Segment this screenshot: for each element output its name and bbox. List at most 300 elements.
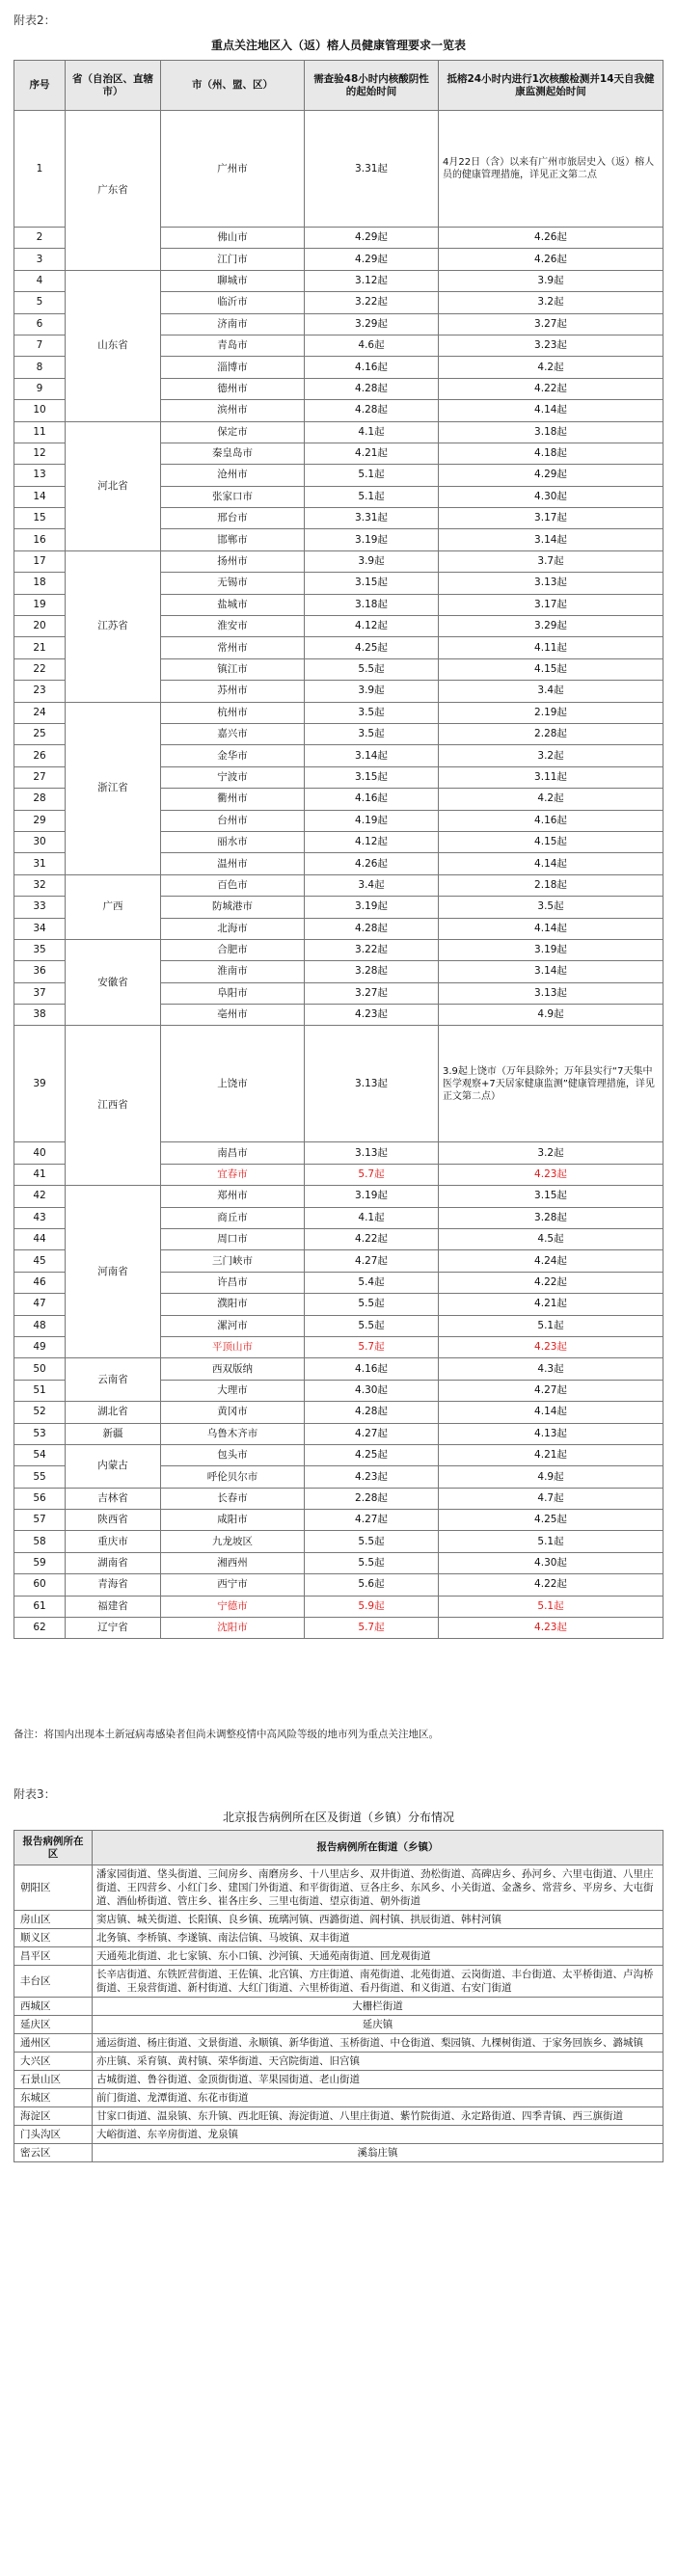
check-24h-cell: 3.18起 — [439, 421, 663, 443]
nucleic-48h-cell: 4.1起 — [305, 1207, 439, 1228]
city-cell: 聊城市 — [161, 270, 305, 291]
city-cell: 合肥市 — [161, 939, 305, 960]
row-number: 48 — [14, 1315, 66, 1336]
table-row — [14, 1618, 663, 1639]
streets-cell: 潘家园街道、垡头街道、三间房乡、南磨房乡、十八里店乡、双井街道、劲松街道、高碑店乡、孙河乡、六里屯街道、八里庄街道、王四营乡、小红门乡、建国门外街道、和平街街道、豆各庄乡、东风乡、小关街道、金盏乡、常营乡、平房乡、大屯街道、酒仙桥街道、管庄乡、崔各庄乡、三里屯街道、望京街道、朝外街道 — [93, 1865, 663, 1911]
district-cell: 顺义区 — [14, 1929, 93, 1947]
city-cell: 黄冈市 — [161, 1402, 305, 1423]
nucleic-48h-cell: 4.19起 — [305, 810, 439, 831]
city-cell: 平顶山市 — [161, 1336, 305, 1357]
row-number: 34 — [14, 918, 66, 939]
nucleic-48h-cell: 3.5起 — [305, 702, 439, 723]
row-number: 53 — [14, 1423, 66, 1444]
table-row — [14, 1947, 663, 1966]
city-cell: 金华市 — [161, 745, 305, 766]
table-row — [14, 1552, 663, 1573]
row-number: 18 — [14, 573, 66, 594]
row-number: 8 — [14, 357, 66, 378]
city-cell: 许昌市 — [161, 1272, 305, 1293]
province-cell: 河南省 — [66, 1186, 161, 1358]
check-24h-cell: 3.4起 — [439, 681, 663, 702]
nucleic-48h-cell: 5.9起 — [305, 1596, 439, 1617]
row-number: 50 — [14, 1358, 66, 1380]
check-24h-cell: 4.14起 — [439, 853, 663, 874]
check-24h-cell: 3.9起上饶市（万年县除外；万年县实行“7天集中医学观察+7天居家健康监测”健康管理措施，详见正文第二点） — [439, 1026, 663, 1142]
check-24h-cell: 3.17起 — [439, 594, 663, 615]
nucleic-48h-cell: 3.19起 — [305, 529, 439, 550]
nucleic-48h-cell: 5.5起 — [305, 1552, 439, 1573]
table-row — [14, 1026, 663, 1142]
city-cell: 阜阳市 — [161, 982, 305, 1004]
row-number: 28 — [14, 789, 66, 810]
nucleic-48h-cell: 4.25起 — [305, 1444, 439, 1465]
check-24h-cell: 4.23起 — [439, 1618, 663, 1639]
nucleic-48h-cell: 4.12起 — [305, 831, 439, 852]
nucleic-48h-cell: 3.5起 — [305, 723, 439, 744]
city-cell: 南昌市 — [161, 1142, 305, 1164]
row-number: 22 — [14, 658, 66, 680]
check-24h-cell: 3.29起 — [439, 616, 663, 637]
nucleic-48h-cell: 3.13起 — [305, 1026, 439, 1142]
city-cell: 青岛市 — [161, 335, 305, 356]
city-cell: 温州市 — [161, 853, 305, 874]
nucleic-48h-cell: 5.7起 — [305, 1164, 439, 1185]
district-cell: 大兴区 — [14, 2053, 93, 2071]
province-cell: 江西省 — [66, 1026, 161, 1186]
city-cell: 防城港市 — [161, 897, 305, 918]
city-cell: 江门市 — [161, 249, 305, 270]
row-number: 59 — [14, 1552, 66, 1573]
check-24h-cell: 3.11起 — [439, 766, 663, 788]
city-cell: 西双版纳 — [161, 1358, 305, 1380]
check-24h-cell: 4.2起 — [439, 789, 663, 810]
row-number: 32 — [14, 874, 66, 896]
row-number: 25 — [14, 723, 66, 744]
city-cell: 淄博市 — [161, 357, 305, 378]
table-row — [14, 1510, 663, 1531]
check-24h-cell: 4.30起 — [439, 1552, 663, 1573]
nucleic-48h-cell: 4.22起 — [305, 1229, 439, 1250]
province-cell: 新疆 — [66, 1423, 161, 1444]
check-24h-cell: 4.24起 — [439, 1250, 663, 1272]
nucleic-48h-cell: 3.22起 — [305, 939, 439, 960]
table-row — [14, 2016, 663, 2034]
col-header-no: 序号 — [14, 61, 66, 111]
nucleic-48h-cell: 5.5起 — [305, 1294, 439, 1315]
row-number: 17 — [14, 550, 66, 572]
check-24h-cell: 4.15起 — [439, 831, 663, 852]
col-header-district: 报告病例所在区 — [14, 1831, 93, 1865]
check-24h-cell: 4.15起 — [439, 658, 663, 680]
check-24h-cell: 5.1起 — [439, 1531, 663, 1552]
col-header-streets: 报告病例所在街道（乡镇） — [93, 1831, 663, 1865]
row-number: 46 — [14, 1272, 66, 1293]
nucleic-48h-cell: 4.21起 — [305, 443, 439, 464]
district-cell: 东城区 — [14, 2089, 93, 2107]
province-cell: 陕西省 — [66, 1510, 161, 1531]
streets-cell: 天通苑北街道、北七家镇、东小口镇、沙河镇、天通苑南街道、回龙观街道 — [93, 1947, 663, 1966]
province-cell: 湖北省 — [66, 1402, 161, 1423]
district-cell: 昌平区 — [14, 1947, 93, 1966]
row-number: 33 — [14, 897, 66, 918]
streets-cell: 亦庄镇、采育镇、黄村镇、荣华街道、天宫院街道、旧宫镇 — [93, 2053, 663, 2071]
nucleic-48h-cell: 3.9起 — [305, 681, 439, 702]
table-row — [14, 2144, 663, 2162]
city-cell: 杭州市 — [161, 702, 305, 723]
city-cell: 亳州市 — [161, 1005, 305, 1026]
table-row — [14, 1998, 663, 2016]
row-number: 14 — [14, 486, 66, 507]
check-24h-cell: 3.2起 — [439, 292, 663, 313]
city-cell: 滨州市 — [161, 400, 305, 421]
table-row — [14, 1444, 663, 1465]
check-24h-cell: 3.2起 — [439, 745, 663, 766]
province-cell: 广东省 — [66, 111, 161, 271]
city-cell: 北海市 — [161, 918, 305, 939]
check-24h-cell: 4.26起 — [439, 228, 663, 249]
row-number: 41 — [14, 1164, 66, 1185]
city-cell: 扬州市 — [161, 550, 305, 572]
check-24h-cell: 4.25起 — [439, 1510, 663, 1531]
table-row — [14, 2089, 663, 2107]
city-cell: 大理市 — [161, 1380, 305, 1401]
table-row — [14, 111, 663, 228]
province-cell: 浙江省 — [66, 702, 161, 874]
check-24h-cell: 4.30起 — [439, 486, 663, 507]
city-cell: 乌鲁木齐市 — [161, 1423, 305, 1444]
table-row — [14, 1596, 663, 1617]
attachment-3-label: 附表3： — [14, 1787, 56, 1801]
table-row — [14, 1186, 663, 1207]
table-row — [14, 2053, 663, 2071]
nucleic-48h-cell: 3.4起 — [305, 874, 439, 896]
city-cell: 九龙坡区 — [161, 1531, 305, 1552]
nucleic-48h-cell: 4.25起 — [305, 637, 439, 658]
row-number: 57 — [14, 1510, 66, 1531]
col-header-24h: 抵榕24小时内进行1次核酸检测并14天自我健康监测起始时间 — [439, 61, 663, 111]
row-number: 9 — [14, 378, 66, 399]
district-cell: 海淀区 — [14, 2107, 93, 2126]
table-row — [14, 2107, 663, 2126]
province-cell: 福建省 — [66, 1596, 161, 1617]
table-row — [14, 550, 663, 572]
district-cell: 通州区 — [14, 2034, 93, 2053]
city-cell: 台州市 — [161, 810, 305, 831]
city-cell: 盐城市 — [161, 594, 305, 615]
check-24h-cell: 3.14起 — [439, 529, 663, 550]
nucleic-48h-cell: 5.1起 — [305, 486, 439, 507]
row-number: 12 — [14, 443, 66, 464]
nucleic-48h-cell: 3.31起 — [305, 111, 439, 228]
check-24h-cell: 4.21起 — [439, 1444, 663, 1465]
table-3-title: 北京报告病例所在区及街道（乡镇）分布情况 — [222, 1811, 454, 1824]
nucleic-48h-cell: 3.31起 — [305, 508, 439, 529]
check-24h-cell: 4.2起 — [439, 357, 663, 378]
row-number: 2 — [14, 228, 66, 249]
check-24h-cell: 4.21起 — [439, 1294, 663, 1315]
nucleic-48h-cell: 5.7起 — [305, 1336, 439, 1357]
row-number: 58 — [14, 1531, 66, 1552]
nucleic-48h-cell: 4.28起 — [305, 400, 439, 421]
nucleic-48h-cell: 3.19起 — [305, 1186, 439, 1207]
nucleic-48h-cell: 4.16起 — [305, 1358, 439, 1380]
district-cell: 丰台区 — [14, 1966, 93, 1998]
nucleic-48h-cell: 3.19起 — [305, 897, 439, 918]
nucleic-48h-cell: 4.23起 — [305, 1466, 439, 1488]
row-number: 44 — [14, 1229, 66, 1250]
table-row — [14, 939, 663, 960]
nucleic-48h-cell: 5.7起 — [305, 1618, 439, 1639]
row-number: 19 — [14, 594, 66, 615]
city-cell: 镇江市 — [161, 658, 305, 680]
nucleic-48h-cell: 3.18起 — [305, 594, 439, 615]
district-cell: 门头沟区 — [14, 2126, 93, 2144]
check-24h-cell: 3.9起 — [439, 270, 663, 291]
city-cell: 沈阳市 — [161, 1618, 305, 1639]
row-number: 56 — [14, 1488, 66, 1509]
table-row — [14, 702, 663, 723]
row-number: 7 — [14, 335, 66, 356]
nucleic-48h-cell: 4.1起 — [305, 421, 439, 443]
check-24h-cell: 3.13起 — [439, 982, 663, 1004]
nucleic-48h-cell: 3.29起 — [305, 313, 439, 335]
city-cell: 邢台市 — [161, 508, 305, 529]
nucleic-48h-cell: 4.27起 — [305, 1423, 439, 1444]
check-24h-cell: 5.1起 — [439, 1315, 663, 1336]
province-cell: 江苏省 — [66, 550, 161, 702]
city-cell: 广州市 — [161, 111, 305, 228]
city-cell: 衢州市 — [161, 789, 305, 810]
table-row — [14, 1574, 663, 1596]
table-2-title: 重点关注地区入（返）榕人员健康管理要求一览表 — [210, 39, 466, 52]
row-number: 42 — [14, 1186, 66, 1207]
nucleic-48h-cell: 3.9起 — [305, 550, 439, 572]
row-number: 36 — [14, 961, 66, 982]
city-cell: 宜春市 — [161, 1164, 305, 1185]
district-cell: 朝阳区 — [14, 1865, 93, 1911]
streets-cell: 长辛店街道、东铁匠营街道、王佐镇、北宫镇、方庄街道、南苑街道、北苑街道、云岗街道、丰台街道、太平桥街道、卢沟桥街道、王泉营街道、新村街道、大红门街道、六里桥街道、看丹街道、和义街道、右安门街道 — [93, 1966, 663, 1998]
row-number: 37 — [14, 982, 66, 1004]
city-cell: 嘉兴市 — [161, 723, 305, 744]
row-number: 5 — [14, 292, 66, 313]
streets-cell: 大栅栏街道 — [93, 1998, 663, 2016]
row-number: 49 — [14, 1336, 66, 1357]
nucleic-48h-cell: 5.4起 — [305, 1272, 439, 1293]
row-number: 47 — [14, 1294, 66, 1315]
nucleic-48h-cell: 5.6起 — [305, 1574, 439, 1596]
check-24h-cell: 4.14起 — [439, 1402, 663, 1423]
check-24h-cell: 4.22起 — [439, 1574, 663, 1596]
check-24h-cell: 4.23起 — [439, 1336, 663, 1357]
city-cell: 宁波市 — [161, 766, 305, 788]
nucleic-48h-cell: 3.14起 — [305, 745, 439, 766]
table-row — [14, 874, 663, 896]
city-cell: 长春市 — [161, 1488, 305, 1509]
row-number: 40 — [14, 1142, 66, 1164]
row-number: 29 — [14, 810, 66, 831]
row-number: 16 — [14, 529, 66, 550]
check-24h-cell: 3.23起 — [439, 335, 663, 356]
nucleic-48h-cell: 4.27起 — [305, 1510, 439, 1531]
province-cell: 河北省 — [66, 421, 161, 550]
city-cell: 常州市 — [161, 637, 305, 658]
streets-cell: 古城街道、鲁谷街道、金顶街街道、苹果园街道、老山街道 — [93, 2071, 663, 2089]
city-cell: 淮南市 — [161, 961, 305, 982]
city-cell: 丽水市 — [161, 831, 305, 852]
row-number: 61 — [14, 1596, 66, 1617]
nucleic-48h-cell: 4.30起 — [305, 1380, 439, 1401]
table-row — [14, 2071, 663, 2089]
nucleic-48h-cell: 3.28起 — [305, 961, 439, 982]
check-24h-cell: 4.18起 — [439, 443, 663, 464]
table-note: 备注：将国内出现本土新冠病毒感染者但尚未调整疫情中高风险等级的地市列为重点关注地区。 — [14, 1729, 439, 1740]
row-number: 35 — [14, 939, 66, 960]
check-24h-cell: 5.1起 — [439, 1596, 663, 1617]
table-row — [14, 1358, 663, 1380]
city-cell: 咸阳市 — [161, 1510, 305, 1531]
nucleic-48h-cell: 4.16起 — [305, 789, 439, 810]
health-management-table — [14, 60, 663, 1639]
check-24h-cell: 4.5起 — [439, 1229, 663, 1250]
table-row — [14, 1488, 663, 1509]
row-number: 4 — [14, 270, 66, 291]
row-number: 10 — [14, 400, 66, 421]
row-number: 21 — [14, 637, 66, 658]
nucleic-48h-cell: 3.12起 — [305, 270, 439, 291]
nucleic-48h-cell: 5.5起 — [305, 1531, 439, 1552]
col-header-city: 市（州、盟、区） — [161, 61, 305, 111]
check-24h-cell: 3.28起 — [439, 1207, 663, 1228]
check-24h-cell: 4.16起 — [439, 810, 663, 831]
row-number: 45 — [14, 1250, 66, 1272]
nucleic-48h-cell: 3.15起 — [305, 766, 439, 788]
nucleic-48h-cell: 4.27起 — [305, 1250, 439, 1272]
row-number: 30 — [14, 831, 66, 852]
row-number: 6 — [14, 313, 66, 335]
row-number: 26 — [14, 745, 66, 766]
nucleic-48h-cell: 5.5起 — [305, 1315, 439, 1336]
row-number: 24 — [14, 702, 66, 723]
row-number: 43 — [14, 1207, 66, 1228]
city-cell: 湘西州 — [161, 1552, 305, 1573]
check-24h-cell: 3.5起 — [439, 897, 663, 918]
city-cell: 三门峡市 — [161, 1250, 305, 1272]
attachment-2-label: 附表2： — [14, 13, 56, 27]
check-24h-cell: 3.13起 — [439, 573, 663, 594]
check-24h-cell: 3.19起 — [439, 939, 663, 960]
nucleic-48h-cell: 3.13起 — [305, 1142, 439, 1164]
check-24h-cell: 3.17起 — [439, 508, 663, 529]
city-cell: 沧州市 — [161, 465, 305, 486]
row-number: 51 — [14, 1380, 66, 1401]
city-cell: 西宁市 — [161, 1574, 305, 1596]
city-cell: 张家口市 — [161, 486, 305, 507]
province-cell: 青海省 — [66, 1574, 161, 1596]
check-24h-cell: 3.27起 — [439, 313, 663, 335]
nucleic-48h-cell: 4.23起 — [305, 1005, 439, 1026]
streets-cell: 大峪街道、东辛房街道、龙泉镇 — [93, 2126, 663, 2144]
district-cell: 延庆区 — [14, 2016, 93, 2034]
nucleic-48h-cell: 2.28起 — [305, 1488, 439, 1509]
city-cell: 保定市 — [161, 421, 305, 443]
table-row — [14, 2034, 663, 2053]
province-cell: 山东省 — [66, 270, 161, 421]
city-cell: 临沂市 — [161, 292, 305, 313]
nucleic-48h-cell: 4.28起 — [305, 1402, 439, 1423]
city-cell: 济南市 — [161, 313, 305, 335]
table-row — [14, 1531, 663, 1552]
nucleic-48h-cell: 4.29起 — [305, 228, 439, 249]
check-24h-cell: 2.18起 — [439, 874, 663, 896]
city-cell: 苏州市 — [161, 681, 305, 702]
nucleic-48h-cell: 3.15起 — [305, 573, 439, 594]
check-24h-cell: 4.9起 — [439, 1466, 663, 1488]
check-24h-cell: 4.14起 — [439, 918, 663, 939]
check-24h-cell: 4.22起 — [439, 1272, 663, 1293]
table-row — [14, 2126, 663, 2144]
province-cell: 内蒙古 — [66, 1444, 161, 1488]
city-cell: 包头市 — [161, 1444, 305, 1465]
table-row — [14, 421, 663, 443]
row-number: 13 — [14, 465, 66, 486]
province-cell: 云南省 — [66, 1358, 161, 1402]
streets-cell: 北务镇、李桥镇、李遂镇、南法信镇、马坡镇、双丰街道 — [93, 1929, 663, 1947]
check-24h-cell: 4.14起 — [439, 400, 663, 421]
check-24h-cell: 3.15起 — [439, 1186, 663, 1207]
row-number: 20 — [14, 616, 66, 637]
col-header-province: 省（自治区、直辖市） — [66, 61, 161, 111]
nucleic-48h-cell: 5.1起 — [305, 465, 439, 486]
table-row — [14, 1423, 663, 1444]
row-number: 15 — [14, 508, 66, 529]
streets-cell: 甘家口街道、温泉镇、东升镇、西北旺镇、海淀街道、八里庄街道、紫竹院街道、永定路街道、四季青镇、西三旗街道 — [93, 2107, 663, 2126]
nucleic-48h-cell: 4.26起 — [305, 853, 439, 874]
check-24h-cell: 4.3起 — [439, 1358, 663, 1380]
check-24h-cell: 2.19起 — [439, 702, 663, 723]
row-number: 39 — [14, 1026, 66, 1142]
district-cell: 密云区 — [14, 2144, 93, 2162]
nucleic-48h-cell: 4.28起 — [305, 918, 439, 939]
table-row — [14, 1966, 663, 1998]
city-cell: 邯郸市 — [161, 529, 305, 550]
check-24h-cell: 4.26起 — [439, 249, 663, 270]
streets-cell: 溪翁庄镇 — [93, 2144, 663, 2162]
nucleic-48h-cell: 3.22起 — [305, 292, 439, 313]
nucleic-48h-cell: 4.6起 — [305, 335, 439, 356]
city-cell: 濮阳市 — [161, 1294, 305, 1315]
nucleic-48h-cell: 4.12起 — [305, 616, 439, 637]
streets-cell: 窦店镇、城关街道、长阳镇、良乡镇、琉璃河镇、西潞街道、阎村镇、拱辰街道、韩村河镇 — [93, 1911, 663, 1929]
check-24h-cell: 3.7起 — [439, 550, 663, 572]
row-number: 3 — [14, 249, 66, 270]
beijing-cases-table — [14, 1830, 663, 2162]
city-cell: 无锡市 — [161, 573, 305, 594]
city-cell: 周口市 — [161, 1229, 305, 1250]
province-cell: 湖南省 — [66, 1552, 161, 1573]
district-cell: 石景山区 — [14, 2071, 93, 2089]
nucleic-48h-cell: 5.5起 — [305, 658, 439, 680]
table-row — [14, 270, 663, 291]
city-cell: 呼伦贝尔市 — [161, 1466, 305, 1488]
check-24h-cell: 4.11起 — [439, 637, 663, 658]
row-number: 60 — [14, 1574, 66, 1596]
check-24h-cell: 3.2起 — [439, 1142, 663, 1164]
check-24h-cell: 4.13起 — [439, 1423, 663, 1444]
city-cell: 百色市 — [161, 874, 305, 896]
city-cell: 佛山市 — [161, 228, 305, 249]
province-cell: 辽宁省 — [66, 1618, 161, 1639]
row-number: 55 — [14, 1466, 66, 1488]
